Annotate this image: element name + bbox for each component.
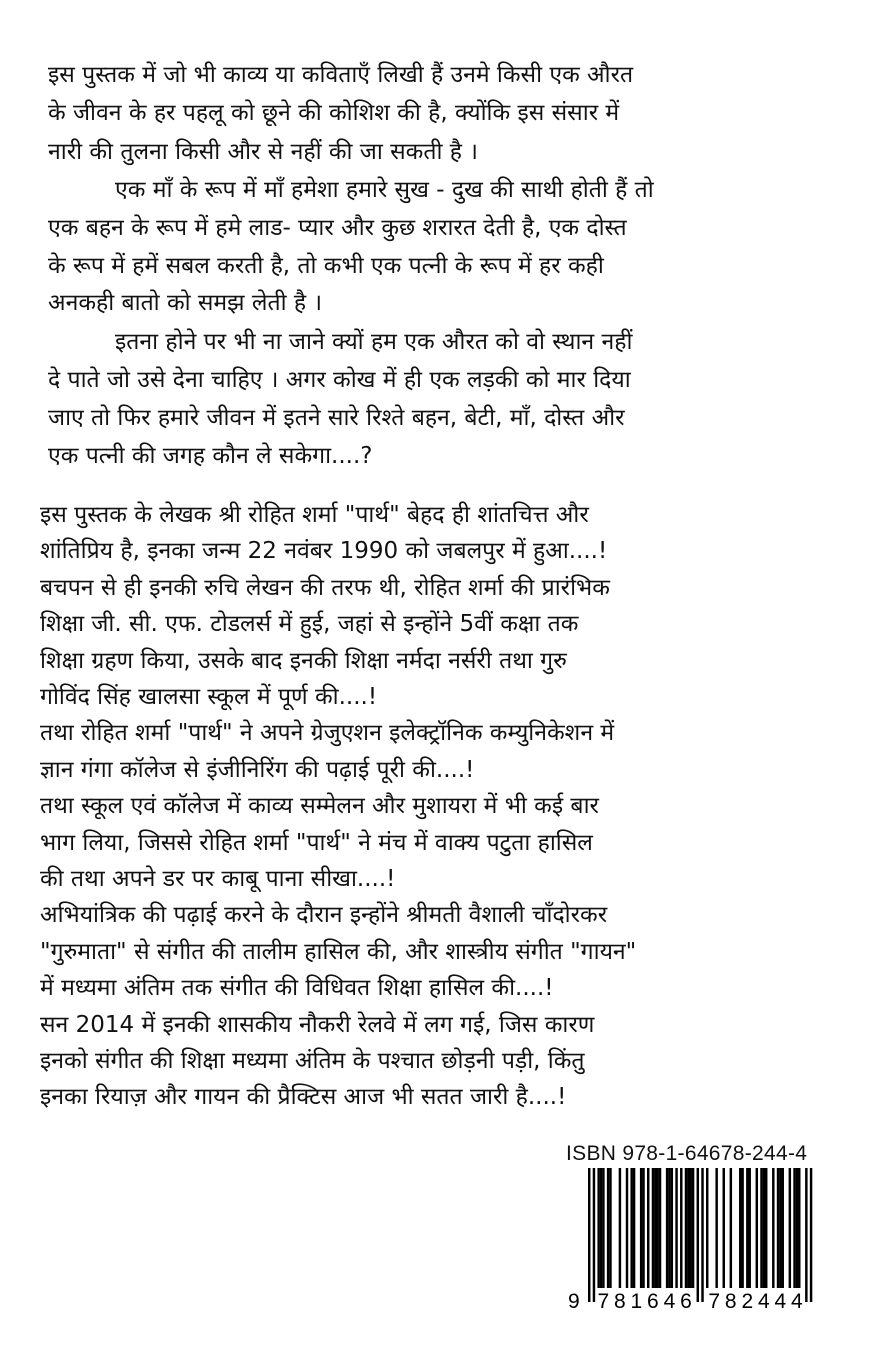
barcode-digit: 4 bbox=[774, 1290, 787, 1313]
text-line: एक बहन के रूप में हमे लाड- प्यार और कुछ शरारत देती है, एक दोस्त bbox=[48, 215, 627, 241]
barcode-digit: 7 bbox=[708, 1290, 721, 1313]
text-line: शिक्षा ग्रहण किया, उसके बाद इनकी शिक्षा नर्मदा नर्सरी तथा गुरु bbox=[40, 647, 567, 674]
barcode-bar bbox=[640, 1168, 642, 1288]
barcode-bar bbox=[756, 1168, 758, 1288]
barcode-bar bbox=[741, 1168, 743, 1288]
barcode-bar bbox=[706, 1168, 708, 1288]
barcode-bar bbox=[588, 1168, 590, 1302]
text-line: एक माँ के रूप में माँ हमेशा हमारे सुख - दुख की साथी होती हैं तो bbox=[115, 177, 654, 203]
barcode-bar bbox=[782, 1168, 784, 1288]
text-line: के रूप में हमें सबल करती है, तो कभी एक पत्नी के रूप में हर कही bbox=[48, 253, 604, 279]
barcode-bar bbox=[692, 1168, 694, 1288]
barcode-bar bbox=[602, 1168, 604, 1288]
text-line: एक पत्नी की जगह कौन ले सकेगा....? bbox=[48, 443, 373, 469]
text-line: भाग लिया, जिससे रोहित शर्मा "पार्थ" ने मंच में वाक्य पटुता हासिल bbox=[40, 829, 593, 856]
text-line: सन 2014 में इनकी शासकीय नौकरी रेलवे में लग गई, जिस कारण bbox=[40, 1011, 595, 1038]
barcode-bar bbox=[793, 1168, 795, 1288]
barcode-bar bbox=[763, 1168, 765, 1288]
barcode-bar bbox=[789, 1168, 791, 1288]
text-line: शिक्षा जी. सी. एफ. टोडलर्स में हुई, जहां से इन्होंने 5वीं कक्षा तक bbox=[40, 611, 579, 638]
text-line: अनकही बातो को समझ लेती है । bbox=[48, 290, 323, 316]
text-line: बचपन से ही इनकी रुचि लेखन की तरफ थी, रोहित शर्मा की प्रारंभिक bbox=[40, 574, 610, 601]
text-line: के जीवन के हर पहलू को छूने की कोशिश की है, क्योंकि इस संसार में bbox=[48, 100, 620, 126]
barcode-bar bbox=[675, 1168, 677, 1288]
barcode-bar bbox=[701, 1168, 703, 1302]
barcode-digit: 4 bbox=[663, 1290, 676, 1313]
text-line: जाए तो फिर हमारे जीवन में इतने सारे रिश्ते बहन, बेटी, माँ, दोस्त और bbox=[48, 405, 625, 431]
barcode-bar bbox=[668, 1168, 670, 1288]
barcode-bar bbox=[805, 1168, 807, 1302]
barcode-bar bbox=[730, 1168, 732, 1288]
text-line: तथा रोहित शर्मा "पार्थ" ने अपने ग्रेजुएशन इलेक्ट्रॉनिक कम्युनिकेशन में bbox=[40, 720, 615, 747]
text-line: "गुरुमाता" से संगीत की तालीम हासिल की, और शास्त्रीय संगीत "गायन" bbox=[40, 938, 637, 965]
text-line: तथा स्कूल एवं कॉलेज में काव्य सम्मेलन और मुशायरा में भी कई बार bbox=[40, 793, 599, 820]
barcode-digit: 6 bbox=[680, 1290, 692, 1313]
barcode-digit: 4 bbox=[757, 1290, 770, 1313]
barcode-bar bbox=[647, 1168, 649, 1288]
barcode-bar bbox=[633, 1168, 635, 1288]
barcode-bar bbox=[746, 1168, 748, 1288]
text-line: इस पुस्तक में जो भी काव्य या कविताएँ लिखी हैं उनमे किसी एक औरत bbox=[48, 62, 634, 88]
barcode-bar bbox=[619, 1168, 621, 1288]
barcode-digit: 1 bbox=[630, 1290, 643, 1313]
text-line: इस पुस्तक के लेखक श्री रोहित शर्मा "पार्थ" बेहद ही शांतचित्त और bbox=[40, 502, 589, 528]
text-line: इतना होने पर भी ना जाने क्यों हम एक औरत को वो स्थान नहीं bbox=[115, 329, 633, 355]
text-line: अभियांत्रिक की पढ़ाई करने के दौरान इन्होंने श्रीमती वैशाली चाँदोरकर bbox=[40, 902, 608, 929]
text-line: इनका रियाज़ और गायन की प्रैक्टिस आज भी सतत जारी है....! bbox=[40, 1084, 567, 1111]
text-line: की तथा अपने डर पर काबू पाना सीखा....! bbox=[40, 866, 396, 892]
barcode-bar bbox=[689, 1168, 691, 1288]
barcode-digit: 4 bbox=[791, 1290, 803, 1313]
barcode-digit: 2 bbox=[741, 1290, 754, 1313]
barcode-bar bbox=[687, 1168, 689, 1288]
barcode-bar bbox=[765, 1168, 767, 1288]
barcode-bar bbox=[609, 1168, 611, 1288]
barcode-bar bbox=[654, 1168, 656, 1288]
barcode-digit: 8 bbox=[724, 1290, 737, 1313]
barcode-bar bbox=[739, 1168, 741, 1288]
barcode-bar bbox=[652, 1168, 654, 1288]
barcode-bar bbox=[723, 1168, 725, 1288]
barcode-bar bbox=[680, 1168, 682, 1288]
barcode-bar bbox=[772, 1168, 774, 1288]
text-line: में मध्यमा अंतिम तक संगीत की विधिवत शिक्षा हासिल की....! bbox=[40, 975, 554, 1002]
text-line: इनको संगीत की शिक्षा मध्यमा अंतिम के पश्चात छोड़नी पड़ी, किंतु bbox=[40, 1048, 585, 1074]
barcode-bar bbox=[715, 1168, 717, 1288]
text-line: ज्ञान गंगा कॉलेज से इंजीनिरिंग की पढ़ाई पूरी की....! bbox=[40, 756, 475, 783]
barcode-bar bbox=[760, 1168, 762, 1288]
barcode-bar bbox=[593, 1168, 595, 1302]
barcode-bar bbox=[607, 1168, 609, 1288]
barcode-bar bbox=[642, 1168, 644, 1288]
text-line: शांतिप्रिय है, इनका जन्म 22 नवंबर 1990 को जबलपुर में हुआ....! bbox=[40, 538, 608, 565]
barcode-bar bbox=[656, 1168, 658, 1288]
barcode-bar bbox=[779, 1168, 781, 1288]
barcode-bar bbox=[600, 1168, 602, 1288]
barcode-bar bbox=[630, 1168, 632, 1288]
barcode-digit: 6 bbox=[647, 1290, 659, 1313]
barcode-bar bbox=[666, 1168, 668, 1288]
barcode-digit: 9 bbox=[568, 1290, 580, 1313]
barcode-bar bbox=[748, 1168, 750, 1288]
barcode-bar bbox=[671, 1168, 673, 1288]
barcode-bar bbox=[685, 1168, 687, 1288]
text-line: दे पाते जो उसे देना चाहिए । अगर कोख में ही एक लड़की को मार दिया bbox=[48, 367, 631, 393]
isbn-barcode bbox=[560, 1168, 820, 1318]
barcode-digit: 8 bbox=[614, 1290, 626, 1313]
isbn-label: ISBN 978-1-64678-244-4 bbox=[566, 1142, 808, 1165]
barcode-bar bbox=[659, 1168, 661, 1288]
barcode-bar bbox=[777, 1168, 779, 1288]
barcode-bar bbox=[626, 1168, 628, 1288]
barcode-bar bbox=[597, 1168, 599, 1288]
barcode-bar bbox=[798, 1168, 800, 1288]
barcode-digit: 7 bbox=[597, 1290, 610, 1313]
barcode-bar bbox=[796, 1168, 798, 1288]
barcode-bar bbox=[697, 1168, 699, 1302]
text-line: गोविंद सिंह खालसा स्कूल में पूर्ण की....! bbox=[40, 684, 378, 710]
text-line: नारी की तुलना किसी और से नहीं की जा सकती है । bbox=[48, 139, 478, 165]
barcode-bar bbox=[810, 1168, 812, 1302]
